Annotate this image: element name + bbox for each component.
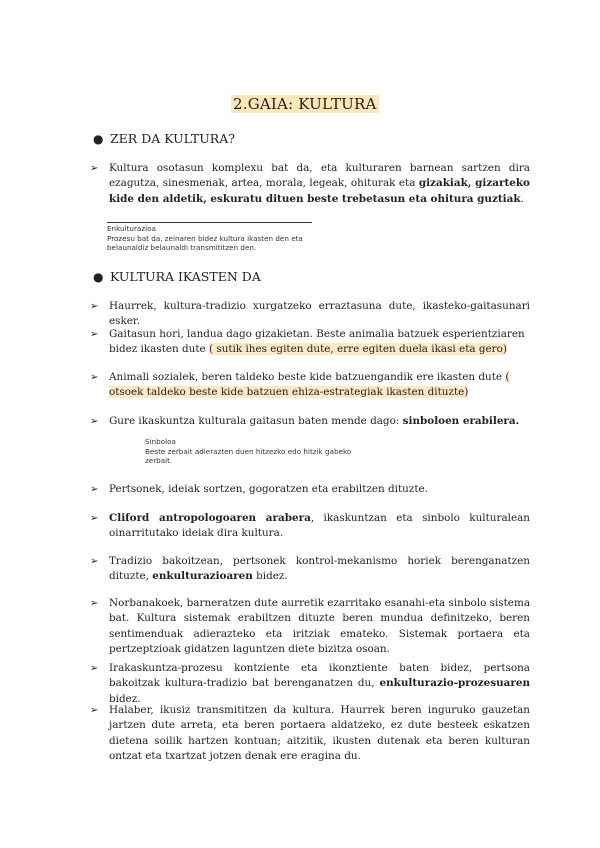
list-item: ➢ Haurrek, kultura-tradizio xurgatzeko erraztasuna dute, ikasteko-gaitasunari esker. — [90, 300, 530, 328]
list-item: ➢ Cliford antropologoaren arabera, ikaskuntzan eta sinbolo kulturalean oinarritutako ideiak dira kultura. — [90, 512, 530, 540]
arrow-bullet-icon: ➢ — [90, 301, 99, 312]
page-title: 2.GAIA: KULTURA — [233, 95, 377, 113]
list-item: ➢ Halaber, ikusiz transmititzen da kultura. Haurrek beren inguruko gauzetan jartzen dute arreta, eta beren portaera aldatzeko, ez dute besteek eskatzen dietena soilik hartzen kontuan; aitzitik, ikusten dutenak eta beren kulturan ontzat eta txartzat jotzen denak ere eragina du. — [90, 704, 530, 762]
arrow-bullet-icon: ➢ — [90, 663, 99, 674]
arrow-bullet-icon: ➢ — [90, 705, 99, 716]
list-item: ➢ Pertsonek, ideiak sortzen, gogoratzen eta erabiltzen dituzte. — [90, 482, 530, 497]
arrow-bullet-icon: ➢ — [90, 416, 99, 427]
arrow-bullet-icon: ➢ — [90, 163, 99, 174]
list-item: ➢ Tradizio bakoitzean, pertsonek kontrol-mekanismo horiek berenganatzen dituzte, enkulturazioaren bidez. — [90, 555, 530, 583]
arrow-bullet-icon: ➢ — [90, 329, 99, 340]
margin-note-sinboloa: Sinboloa Beste zerbait adierazten duen hitzezko edo hitzik gabeko zerbait. — [145, 437, 352, 466]
list-item: ➢ Gure ikaskuntza kulturala gaitasun baten mende dago: sinboloen erabilera. — [90, 414, 530, 429]
list-item: ➢ Animali sozialek, beren taldeko beste kide batzuengandik ere ikasten dute ( otsoek taldeko beste kide batzuen ehiza-estrategiak ikasten dituzte) — [90, 371, 510, 399]
bullet-icon: ● — [93, 132, 104, 146]
document-page: 2.GAIA: KULTURA ● ZER DA KULTURA? ➢ Kultura osotasun komplexu bat da, eta kulturaren barnean sartzen dira ezagutza, sinesmenak, artea, morala, legeak, ohiturak eta gizakiak, gizarteko kide den aldetik, eskuratu dituen beste trebetasun eta ohitura guztiak. Enkulturazioa Prozesu bat da, zeinaren bidez kultura ikasten den eta belaunaldiz belaunaldi transmititzen den. ● KULTURA IKASTEN DA ➢ Haurrek, kultura-tradizio xurgatzeko erraztasuna dute, ikasteko-gaitasunari esker. ➢ Gaitasun hori, landua dago gizakietan. Beste animalia batzuek esperientziaren bidez ikasten dute ( sutik ihes egiten dute, erre egiten duela ikasi eta gero) ➢ Animali sozialek, beren taldeko beste kide batzuengandik ere ikasten dute ( otsoek taldeko beste kide batzuen ehiza-estrategiak ikasten dituzte) ➢ Gure ikaskuntza kulturala gaitasun baten mende dago: sinboloen erabilera. Sinboloa Beste zerbait adierazten duen hitzezko edo hitzik gabeko zerbait. ➢ Pertsonek, ideiak sortzen, gogoratzen eta erabiltzen dituzte. ➢ Cliford antropologoaren arabera, ikaskuntzan eta sinbolo kulturalean oinarritutako ideiak dira kultura. ➢ Tradizio bakoitzean, pertsonek kontrol-mekanismo horiek berenganatzen dituzte, enkulturazioaren bidez. ➢ Norbanakoek, barneratzen dute aurretik ezarritako esanahi-eta sinbolo sistema bat. Kultura sistemak erabiltzen dituzte beren mundua definitzeko, beren sentimenduak adierazteko eta iritziak emateko. Sistemak portaera eta pertzeptzioak gidatzen laguntzen diete bizitza osoan. ➢ Irakaskuntza-prozesu kontziente eta ikonztiente baten bidez, pertsona bakoitzak kultura-tradizio bat berenganatzen du, enkulturazio-prozesuaren bidez. ➢ Halaber, ikusiz transmititzen da kultura. Haurrek beren inguruko gauzetan jartzen dute arreta, eta beren portaera aldatzeko, ez dute besteek eskatzen dietena soilik hartzen kontuan; aitzitik, ikusten dutenak eta beren kulturan ontzat eta txartzat jotzen denak ere eragina du. — [0, 0, 600, 848]
list-item: ➢ Norbanakoek, barneratzen dute aurretik ezarritako esanahi-eta sinbolo sistema bat. Kultura sistemak erabiltzen dituzte beren mundua definitzeko, beren sentimenduak adierazteko eta iritziak emateko. Sistemak portaera eta pertzeptzioak gidatzen laguntzen diete bizitza osoan. — [90, 597, 531, 655]
list-item: ➢ Irakaskuntza-prozesu kontziente eta ikonztiente baten bidez, pertsona bakoitzak kultura-tradizio bat berenganatzen du, enkulturazio-prozesuaren bidez. — [90, 662, 530, 705]
bullet-icon: ● — [93, 270, 104, 284]
list-item: ➢ Kultura osotasun komplexu bat da, eta kulturaren barnean sartzen dira ezagutza, sinesmenak, artea, morala, legeak, ohiturak eta gizakiak, gizarteko kide den aldetik, eskuratu dituen beste trebetasun eta ohitura guztiak. — [90, 162, 530, 205]
list-item: ➢ Gaitasun hori, landua dago gizakietan. Beste animalia batzuek esperientziaren bidez ikasten dute ( sutik ihes egiten dute, erre egiten duela ikasi eta gero) — [90, 328, 525, 356]
arrow-bullet-icon: ➢ — [90, 372, 99, 383]
arrow-bullet-icon: ➢ — [90, 556, 99, 567]
arrow-bullet-icon: ➢ — [90, 513, 99, 524]
arrow-bullet-icon: ➢ — [90, 484, 99, 495]
margin-note-enkulturazioa: Enkulturazioa Prozesu bat da, zeinaren bidez kultura ikasten den eta belaunaldiz belaunaldi transmititzen den. — [107, 222, 312, 253]
arrow-bullet-icon: ➢ — [90, 598, 99, 609]
